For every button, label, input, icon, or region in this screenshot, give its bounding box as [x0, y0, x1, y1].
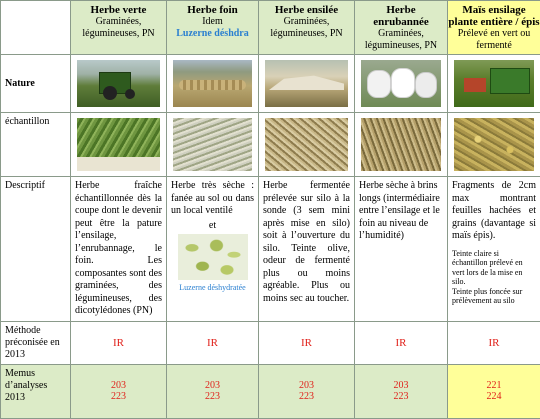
- method-value: IR: [448, 321, 540, 364]
- column-title: plante entière / épis: [448, 16, 540, 28]
- memo-value: 221: [448, 380, 540, 391]
- row-label-nature: Nature: [1, 55, 71, 113]
- memo-cell: [167, 364, 259, 418]
- description-mais: Fragments de 2cm max montrant feuilles hachées et grains (davantage si maïs épis).: [452, 180, 536, 243]
- description-herbe-foin: Herbe très sèche : fanée au sol ou dans un local ventilé: [171, 180, 254, 218]
- header-row: [1, 1, 540, 55]
- column-subtitle: Graminées,: [71, 16, 166, 28]
- echantillon-row: [1, 113, 540, 177]
- row-label-echantillon: échantillon: [1, 113, 71, 177]
- memo-value: 223: [167, 391, 258, 402]
- sample-photo-cell: [167, 113, 259, 177]
- memo-value: 203: [167, 380, 258, 391]
- header-herbe-foin: [167, 1, 259, 55]
- column-subtitle: légumineuses, PN: [355, 40, 447, 52]
- silage-heap-photo: [265, 60, 348, 107]
- column-subtitle: Graminées,: [355, 28, 447, 40]
- description-herbe-foin-cell: [167, 177, 259, 322]
- column-subtitle: fermenté: [448, 40, 540, 52]
- row-label-memos: Memus d’analyses 2013: [1, 364, 71, 418]
- memo-value: 223: [355, 391, 447, 402]
- column-subtitle: légumineuses, PN: [71, 28, 166, 40]
- column-subtitle: Prélevé en vert ou: [448, 28, 540, 40]
- column-subtitle: Graminées,: [259, 16, 354, 28]
- row-label-descriptif: Descriptif: [1, 177, 71, 322]
- corner-cell: [1, 1, 71, 55]
- memo-cell: [448, 364, 540, 418]
- memo-value: 224: [448, 391, 540, 402]
- column-title: enrubannée: [355, 16, 447, 28]
- nature-photo-cell: [71, 55, 167, 113]
- maize-harvest-photo: [454, 60, 534, 107]
- mais-note-light: Teinte claire si échantillon prélevé en vert lors de la mise en silo.: [452, 249, 536, 287]
- memos-row: [1, 364, 540, 418]
- column-title: Herbe foin: [167, 4, 258, 16]
- sample-photo-cell: [259, 113, 355, 177]
- method-value: IR: [259, 321, 355, 364]
- header-herbe-verte: [71, 1, 167, 55]
- nature-photo-cell: [448, 55, 540, 113]
- memo-value: 203: [355, 380, 447, 391]
- sample-photo-cell: [355, 113, 448, 177]
- memo-cell: [259, 364, 355, 418]
- row-label-methode: Méthode préconisée en 2013: [1, 321, 71, 364]
- column-subtitle: légumineuses, PN: [259, 28, 354, 40]
- description-et: et: [171, 220, 254, 233]
- nature-row: [1, 55, 540, 113]
- pellets-caption: Luzerne déshydratée: [171, 282, 254, 295]
- method-value: IR: [167, 321, 259, 364]
- column-subtitle-highlight: Luzerne déshdra: [167, 28, 258, 40]
- memo-cell: [355, 364, 448, 418]
- maize-sample-photo: [454, 118, 534, 171]
- column-title: Maïs ensilage: [448, 4, 540, 16]
- fresh-grass-sample-photo: [77, 118, 160, 171]
- memo-cell: [71, 364, 167, 418]
- column-subtitle: Idem: [167, 16, 258, 28]
- method-value: IR: [71, 321, 167, 364]
- methode-row: [1, 321, 540, 364]
- wrapped-bales-photo: [361, 60, 441, 107]
- column-title: Herbe: [355, 4, 447, 16]
- tractor-field-photo: [77, 60, 160, 107]
- description-herbe-verte: Herbe fraîche échantillonnée dès la coupe dont le devenir peut être la pature l’ensilage, l’enrubannage, le foin. Les composantes sont des graminées, des légumineuses, des dicotylédones (PN): [71, 177, 167, 322]
- hay-windrow-photo: [173, 60, 252, 107]
- pellets-photo: [178, 234, 248, 280]
- nature-photo-cell: [167, 55, 259, 113]
- memo-value: 223: [259, 391, 354, 402]
- header-herbe-ensilee: [259, 1, 355, 55]
- wrapped-sample-photo: [361, 118, 441, 171]
- mais-note-dark: Teinte plus foncée sur prélèvement au silo: [452, 287, 536, 306]
- memo-value: 223: [71, 391, 166, 402]
- descriptif-row: [1, 177, 540, 322]
- memo-value: 203: [71, 380, 166, 391]
- nature-photo-cell: [259, 55, 355, 113]
- silage-sample-photo: [265, 118, 348, 171]
- method-value: IR: [355, 321, 448, 364]
- sample-photo-cell: [71, 113, 167, 177]
- header-herbe-enrubannee: [355, 1, 448, 55]
- hay-sample-photo: [173, 118, 252, 171]
- description-mais-cell: [448, 177, 540, 322]
- nature-photo-cell: [355, 55, 448, 113]
- memo-value: 203: [259, 380, 354, 391]
- description-herbe-ensilee: Herbe fermentée prélevée sur silo à la sonde (3 sem mini après mise en silo) soit à l’ouverture du silo. Teinte olive, odeur de fermenté plus ou moins agréable. Plus ou moins sec au toucher.: [259, 177, 355, 322]
- description-herbe-enrubannee: Herbe sèche à brins longs (intermédiaire entre l’ensilage et le foin au niveau de l’humidité): [355, 177, 448, 322]
- column-title: Herbe verte: [71, 4, 166, 16]
- column-title: Herbe ensilée: [259, 4, 354, 16]
- sample-photo-cell: [448, 113, 540, 177]
- header-mais-ensilage: [448, 1, 540, 55]
